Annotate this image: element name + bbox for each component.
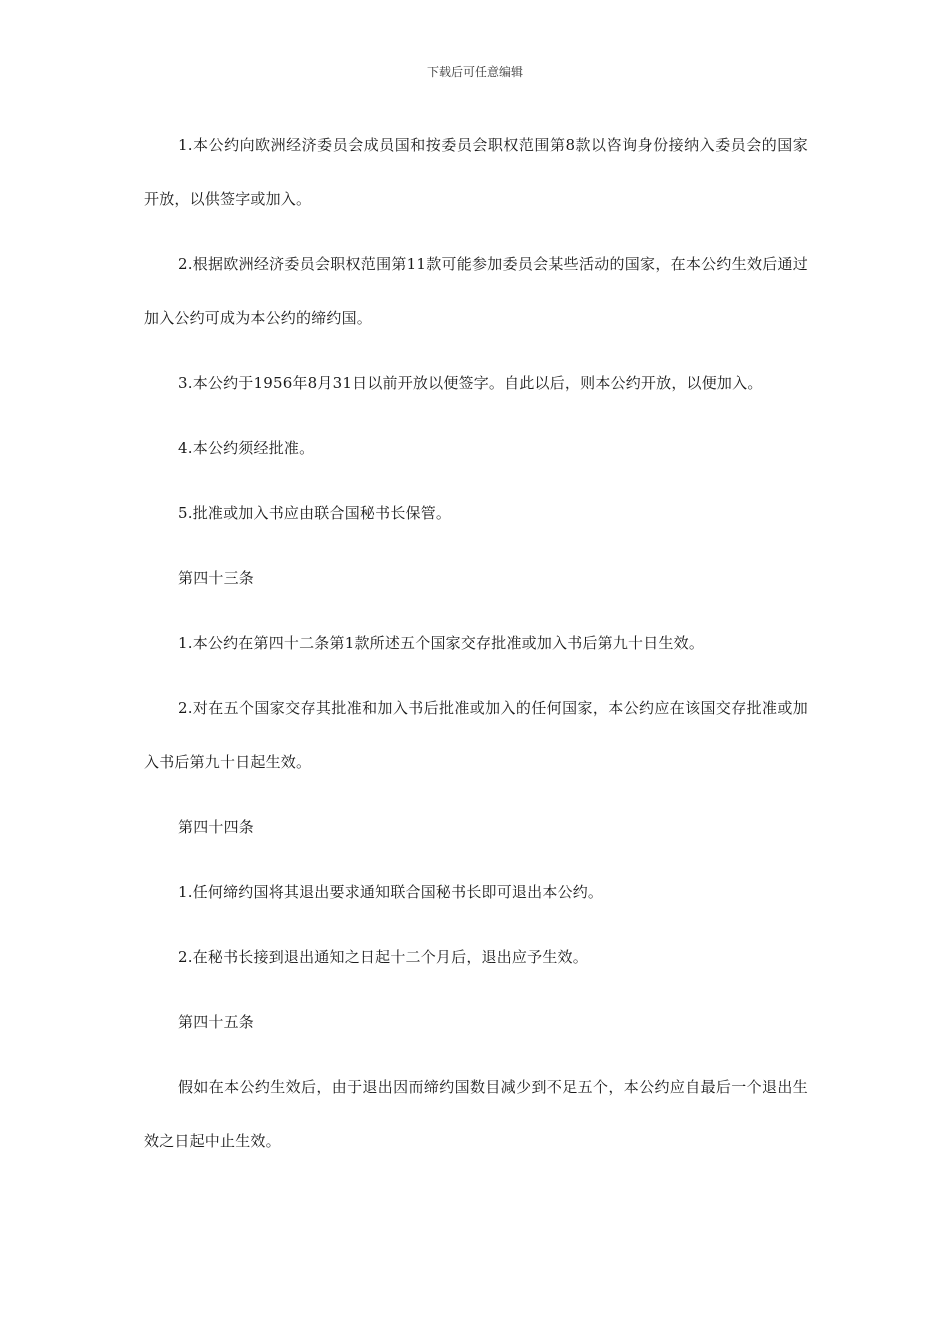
paragraph-clause-3: 3.本公约于1956年8月31日以前开放以便签字。自此以后，则本公约开放，以便加入。 <box>178 374 763 392</box>
article-heading-44: 第四十四条 <box>178 818 255 836</box>
article-heading-45: 第四十五条 <box>178 1013 255 1031</box>
paragraph-article-44-2: 2.在秘书长接到退出通知之日起十二个月后，退出应予生效。 <box>178 948 588 966</box>
page-header: 下载后可任意编辑 <box>426 65 523 79</box>
paragraph-clause-4: 4.本公约须经批准。 <box>178 439 315 457</box>
paragraph-article-43-2: 2.对在五个国家交存其批准和加入书后批准或加入的任何国家，本公约应在该国交存批准或加入书后第九十日起生效。 <box>144 699 808 771</box>
paragraph-clause-2: 2.根据欧洲经济委员会职权范围第11款可能参加委员会某些活动的国家，在本公约生效后通过加入公约可成为本公约的缔约国。 <box>144 255 808 327</box>
paragraph-article-45: 假如在本公约生效后，由于退出因而缔约国数目减少到不足五个，本公约应自最后一个退出生效之日起中止生效。 <box>144 1078 808 1150</box>
document-body <box>144 118 808 1168</box>
paragraph-clause-1: 1.本公约向欧洲经济委员会成员国和按委员会职权范围第8款以咨询身份接纳入委员会的国家开放，以供签字或加入。 <box>144 136 808 208</box>
paragraph-article-44-1: 1.任何缔约国将其退出要求通知联合国秘书长即可退出本公约。 <box>178 883 604 901</box>
paragraph-clause-5: 5.批准或加入书应由联合国秘书长保管。 <box>178 504 452 522</box>
article-heading-43: 第四十三条 <box>178 569 255 587</box>
paragraph-article-43-1: 1.本公约在第四十二条第1款所述五个国家交存批准或加入书后第九十日生效。 <box>178 634 705 652</box>
